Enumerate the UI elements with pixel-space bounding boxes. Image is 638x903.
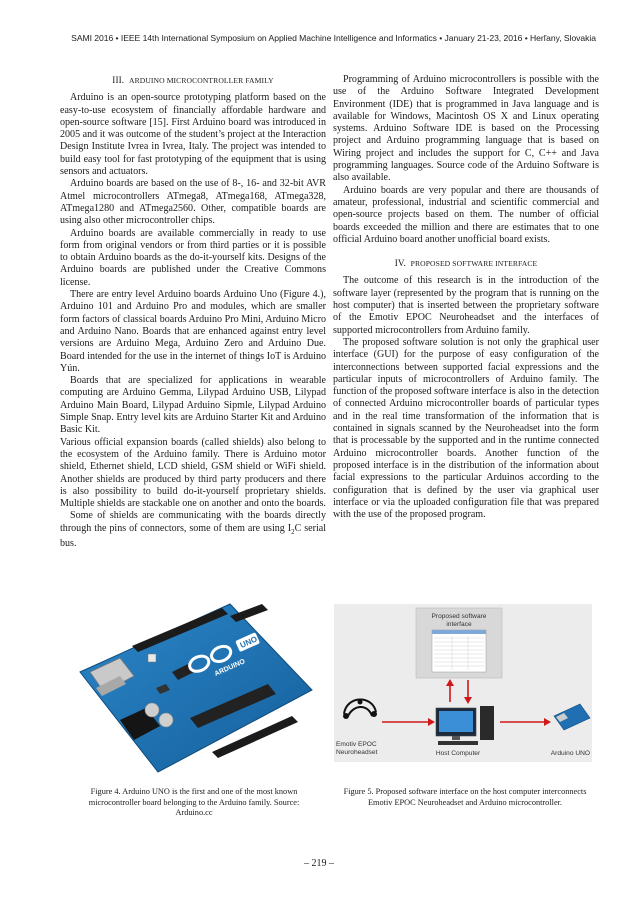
paragraph: The outcome of this research is in the introduction of the software layer (represented by the program that is running on the host computer) that is inserted between the proprietary software of the Emotiv EPOC Neuroheadset and the interfaces of supported microcontrollers from Arduino family. [333,275,599,336]
figure-5-diagram [334,604,592,762]
running-header: SAMI 2016 • IEEE 14th International Symposium on Applied Machine Intelligence and Informatics • January 21-23, 2016 • Herľany, Slovakia [71,33,596,43]
sensor-icon [343,713,349,719]
left-column [60,74,326,550]
figure-5-caption: Figure 5. Proposed software interface on the host computer interconnects Emotiv EPOC Neuroheadset and Arduino microcontroller. [343,787,587,807]
paragraph: Programming of Arduino microcontrollers is possible with the use of the Arduino Software Integrated Development Environment (IDE) that is programmed in Java language and is available for Windows, Macintosh OS X and Linux operating systems. Arduino Software IDE is based on the Processing project and Arduino programming language that is based on Wiring project and includes the support for C, C++ and Java programming languages. Source code of the Arduino Software is also available. [333,74,599,184]
monitor-stand-icon [452,736,460,740]
section-number: III. [112,75,125,85]
section-number: IV. [394,258,406,269]
section-title: PROPOSED SOFTWARE INTERFACE [410,259,538,269]
sensor-icon [358,700,363,705]
sensor-icon [371,711,377,717]
screen-icon [439,711,473,732]
section-title: ARDUINO MICROCONTROLLER FAMILY [128,76,274,85]
paragraph: Boards that are specialized for applications in wearable computing are Arduino Gemma, Lilypad Arduino USB, Lilypad Arduino Main Board, Lilypad Arduino Sipmle, Lilypad Arduino Simple Snap. Entry level kits are Arduino Starter Kit and Arduino Basic Kit. [60,375,326,436]
keyboard-icon [438,741,478,745]
paragraph: Various official expansion boards (called shields) also belong to the ecosystem of the Arduino family. There is Arduino motor shield, Ethernet shield, LCD shield, GSM shield or WiFi shield. Another shields are produced by third party producers and there is also possibility to build do-it-yourself proprietary shields. Multiple shields are stackable one on another and onto the boards. [60,436,326,510]
figure-4-caption: Figure 4. Arduino UNO is the first and one of the most known microcontroller board belonging to the Arduino family. Source: Arduino.cc [88,787,300,818]
headset-label: Neuroheadset [336,749,378,756]
headset-label: Emotiv EPOC [336,741,377,748]
paragraph: The proposed software solution is not only the graphical user interface (GUI) for the purpose of easy configuration of the interconnections between supported facial expressions and the particular inputs of microcontrollers of Arduino family. The function of the proposed software interface is also in the detection of connected Arduino microcontroller boards of particular types and in the real time transformation of the information that is contained in signals scanned by the Neuroheadset into the form that is processable by the supported and in the runtime connected Arduino microcontroller boards. Another function of the proposed interface is in the distribution of the information about facial expressions to the particular Arduinos according to the configuration that is defined by the user via graphical user interface or via the uploaded configuration file that was prepared with the use of the proposed program. [333,336,599,521]
paragraph: Arduino boards are very popular and there are thousands of amateur, professional, industrial and scientific commercial and open-source projects based on them. The number of official boards exceeded the million and there are estimates that to one official Arduino board another unofficial board exists. [333,184,599,245]
page-number: – 219 – [304,858,334,869]
board-model-text: UNO [238,634,259,650]
capacitor-icon [145,703,159,717]
right-column [333,74,599,521]
section-3-heading [60,74,326,87]
paragraph: Arduino boards are available commercially in ready to use form from original vendors or from third parties or it is possible to obtain Arduino boards as the do-it-yourself kits. Designs of the Arduino boards are published under the Creative Commons license. [60,227,326,288]
paragraph: There are entry level Arduino boards Arduino Uno (Figure 4.), Arduino 101 and Arduino Pro and modules, which are smaller form factors of classical boards Arduino Pro Mini, Arduino Micro and Arduino Nano. Boards that are enhanced against entry level versions are Arduino Mega, Arduino Zero and Arduino Due. Board intended for the use in the internet of things IoT is Arduino Yún. [60,289,326,374]
text-fragment: C serial bus. [60,522,326,549]
reset-button-icon [148,654,156,662]
paragraph-i2c [60,510,326,550]
window-titlebar-icon [432,630,486,634]
software-window-icon [432,630,486,672]
arduino-label: Arduino UNO [550,750,590,757]
figure-4-arduino-uno-photo [62,602,320,774]
host-computer-label: Host Computer [435,750,481,757]
paragraph: Arduino is an open-source prototyping platform based on the easy-to-use ecosystem of financially affordable hardware and open-source software [15]. First Arduino board was introduced in 2005 and it was outcome of the student’s project at the Interaction Design Institute Ivrea in Ivrea, Italy. The project was intended to build easy tool for fast prototyping of the equipment that is using sensors and actuators. [60,92,326,178]
pc-tower-icon [480,706,494,740]
board-brand-text: ARDUINO [213,658,247,678]
text-fragment: Some of shields are communicating with the boards directly through the pins of connectors, some of them are using I [60,510,326,534]
capacitor-icon [159,713,173,727]
section-4-heading [333,257,599,270]
paragraph: Arduino boards are based on the use of 8-, 16- and 32-bit AVR Atmel microcontrollers ATmega8, ATmega168, ATmega328, ATmega1280 and ATmega2560. Other, compatible boards are using also other microcontroller chips. [60,178,326,227]
subscript: 2 [291,527,295,536]
software-box-title: interface [446,621,472,628]
software-box-title: Proposed software [431,613,487,620]
